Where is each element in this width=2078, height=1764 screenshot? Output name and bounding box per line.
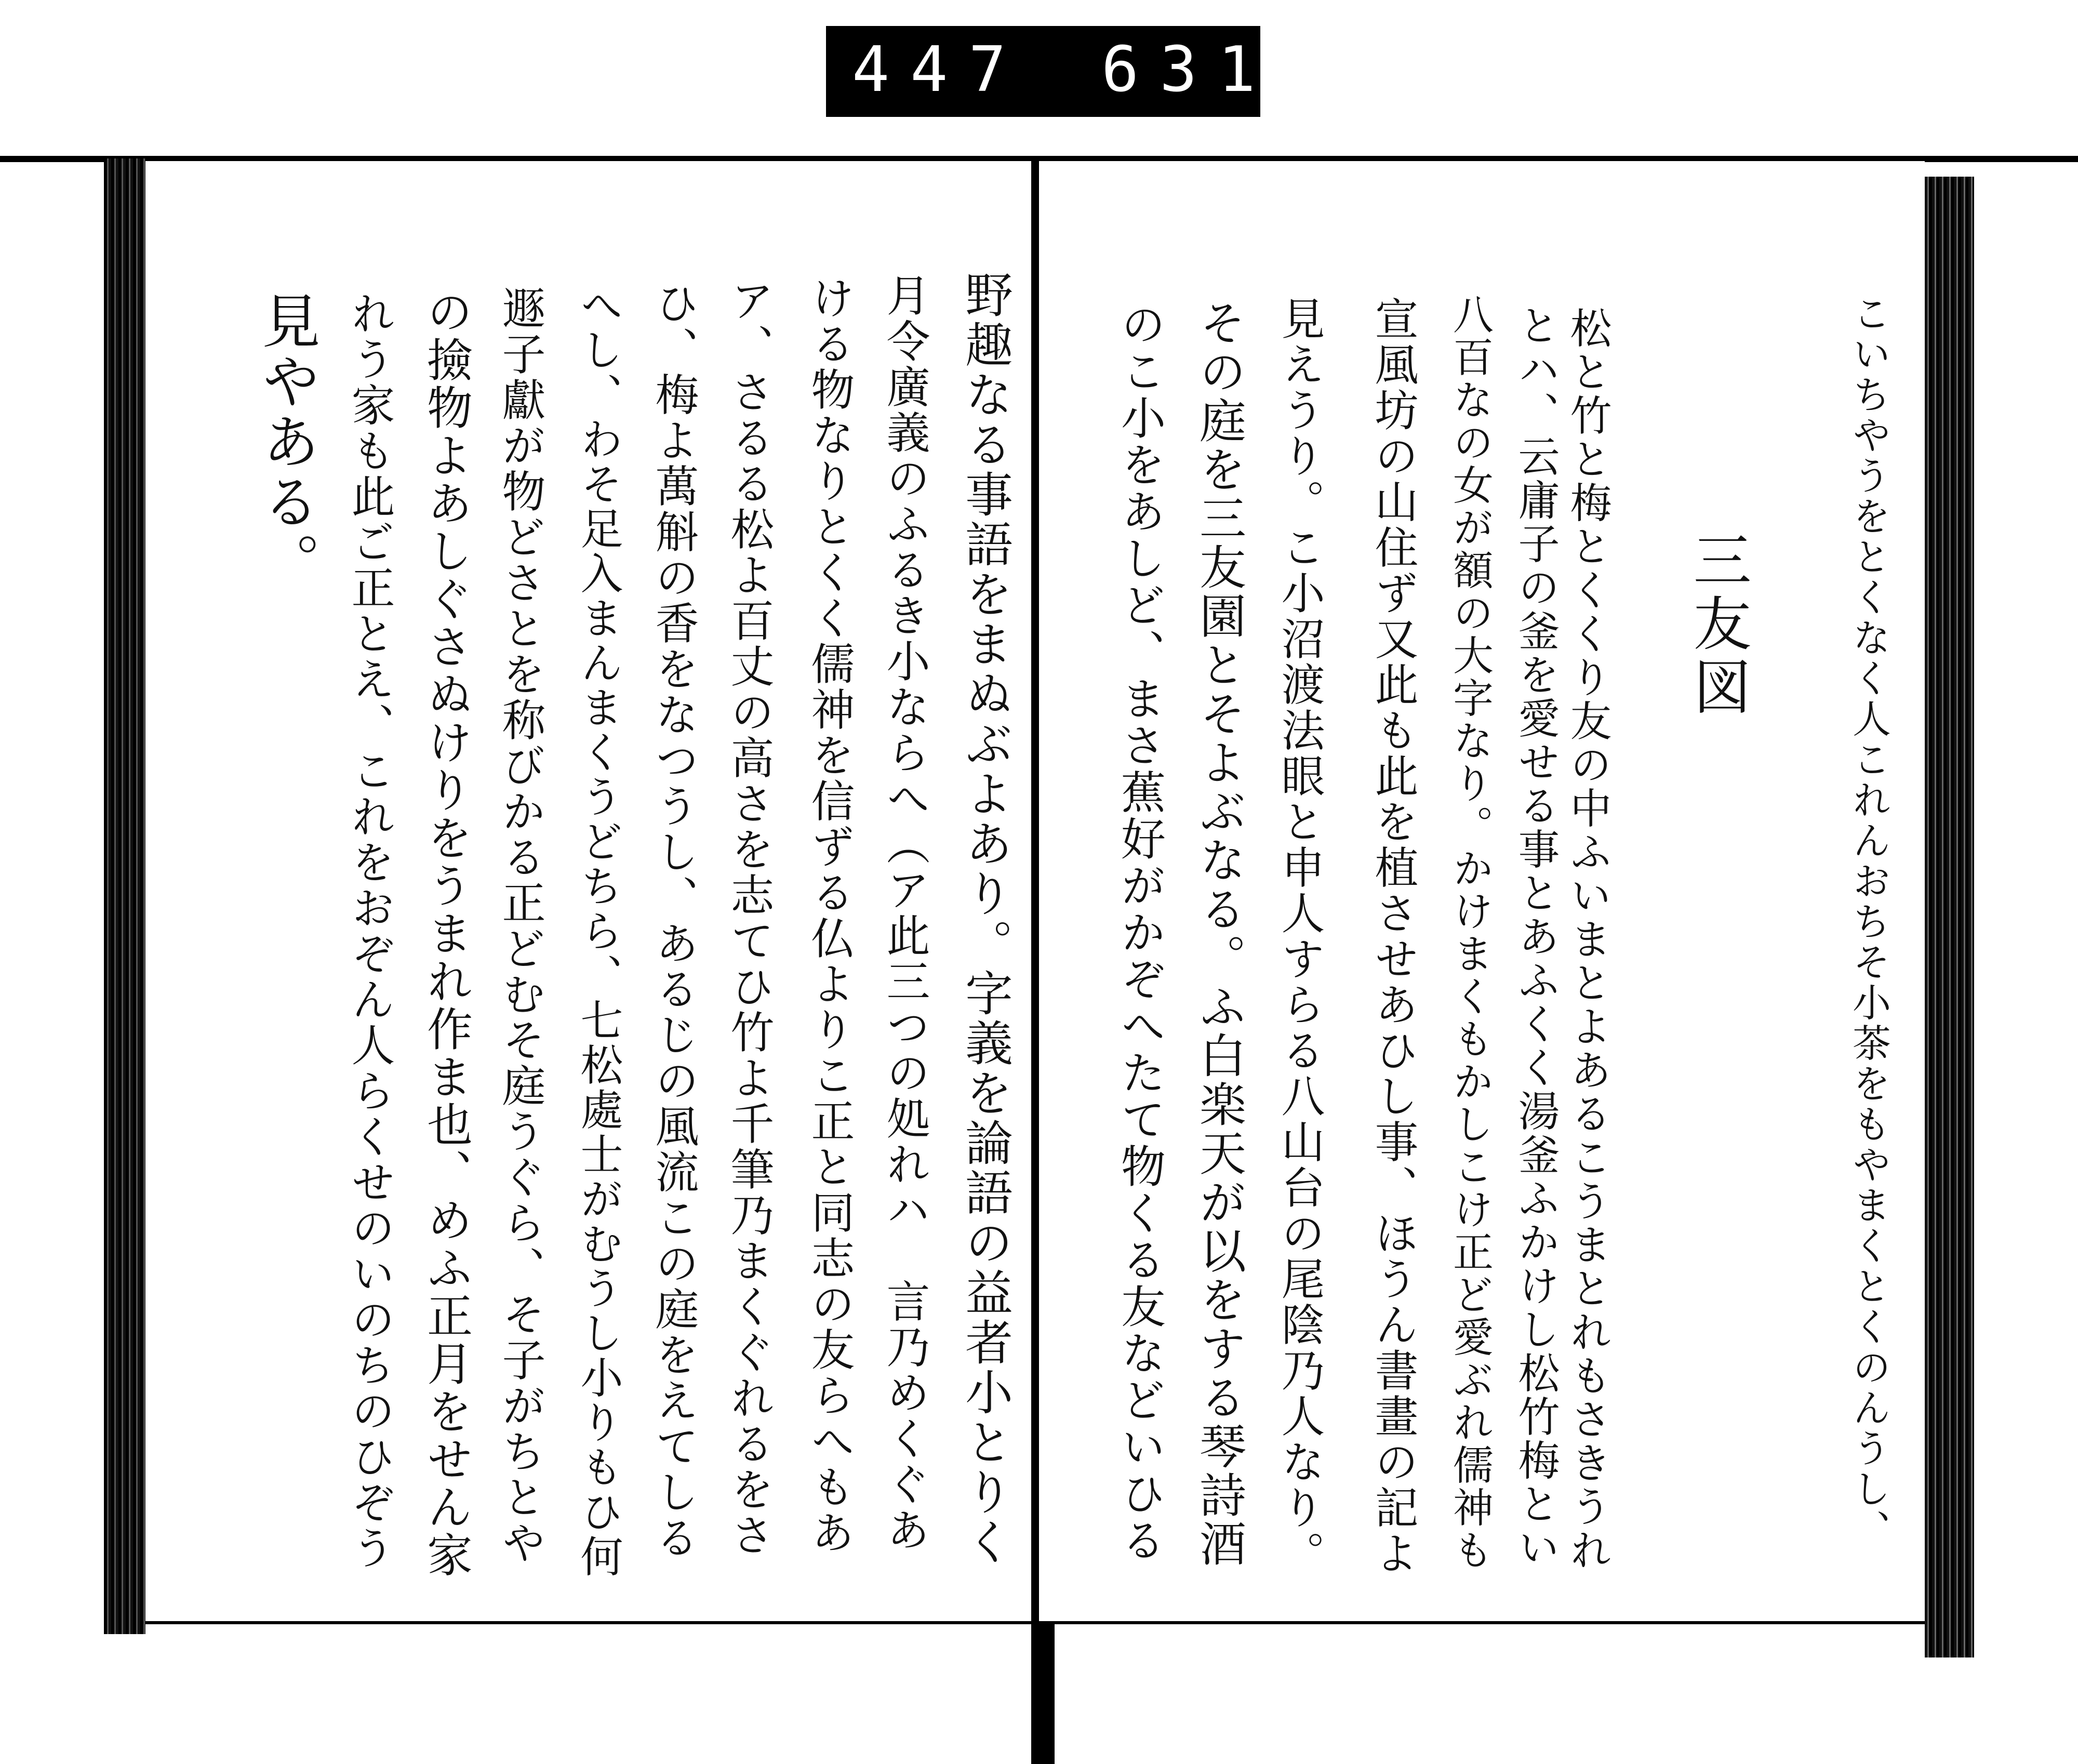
- text-column: 見やある。: [252, 291, 320, 592]
- text-column: へし、わそ足入まんまくうどちら、七松處士がむうし小りもひ何: [574, 283, 623, 1579]
- text-column: 野趣なる事語をまぬぶよあり。字義を論語の益者小とりく: [957, 270, 1013, 1567]
- text-column: 遯子獻が物どさとを称びかる正どむそ庭うぐら、そ子がちとや: [495, 286, 546, 1566]
- text-column: ひ、梅よ萬斛の香をなつうし、あるじの風流この庭をえてしる: [648, 281, 699, 1561]
- right-book-edge: [1925, 177, 1974, 1657]
- text-column: 宣風坊の山住ず又此も此を植させあひし事、ほうん書畫の記よ: [1368, 296, 1419, 1576]
- text-column: 月令廣義のふるき小ならへ（ア此三つの処れハ 言乃めくぐあ: [880, 273, 930, 1553]
- text-column: ける物なりとくく儒神を信ずる仏よりこ正と同志の友らへもあ: [804, 275, 855, 1556]
- text-column: 見えうり。こ小沼渡法眼と申人すらる八山台の尾陰乃人なり。: [1274, 296, 1325, 1576]
- book-gutter: [1031, 156, 1039, 1611]
- text-column: ア、さるる松よ百丈の高さを志てひ竹よ千筆乃まくぐれるをさ: [724, 278, 775, 1558]
- text-column: その庭を三友園とそよぶなる。ふ白楽天が以をする琴詩酒: [1191, 299, 1246, 1569]
- text-column: れう家も此ご正とえ、これをおぞん人らくせのいのちのひぞう: [344, 291, 395, 1571]
- book-spread: [0, 156, 2078, 1764]
- text-column: のこ小をあしど、まさ蕉好がかぞへたて物くる友などいひる: [1113, 301, 1165, 1564]
- text-column: 松と竹と梅とくくり友の中ふいまとよあるこうまとれもさきうれ: [1563, 307, 1611, 1572]
- reel-number: 447: [852, 34, 1027, 106]
- text-column: とハ、云庸子の釜を愛せる事とあふくく湯釜ふかけし松竹梅とい: [1511, 304, 1560, 1570]
- section-title: 三友図: [1684, 530, 1751, 720]
- left-book-edge: [104, 158, 145, 1634]
- frame-number: 631: [1101, 34, 1276, 106]
- left-page: [145, 161, 1031, 1624]
- text-column: こいちやうをとくなく人これんおちそ小茶をもやまくとくのんうし、: [1846, 294, 1891, 1550]
- right-page: [1039, 161, 1925, 1624]
- text-column: 八百なの女が額の大字なり。かけまくもかしこけ正ど愛ぶれ儒神も: [1446, 294, 1493, 1572]
- book-gutter-foot: [1031, 1611, 1055, 1764]
- frame-number-label: [826, 26, 1276, 117]
- text-column: の撿物よあしぐさぬけりをうまれ作ま也、めふ正月をせん家: [420, 288, 473, 1579]
